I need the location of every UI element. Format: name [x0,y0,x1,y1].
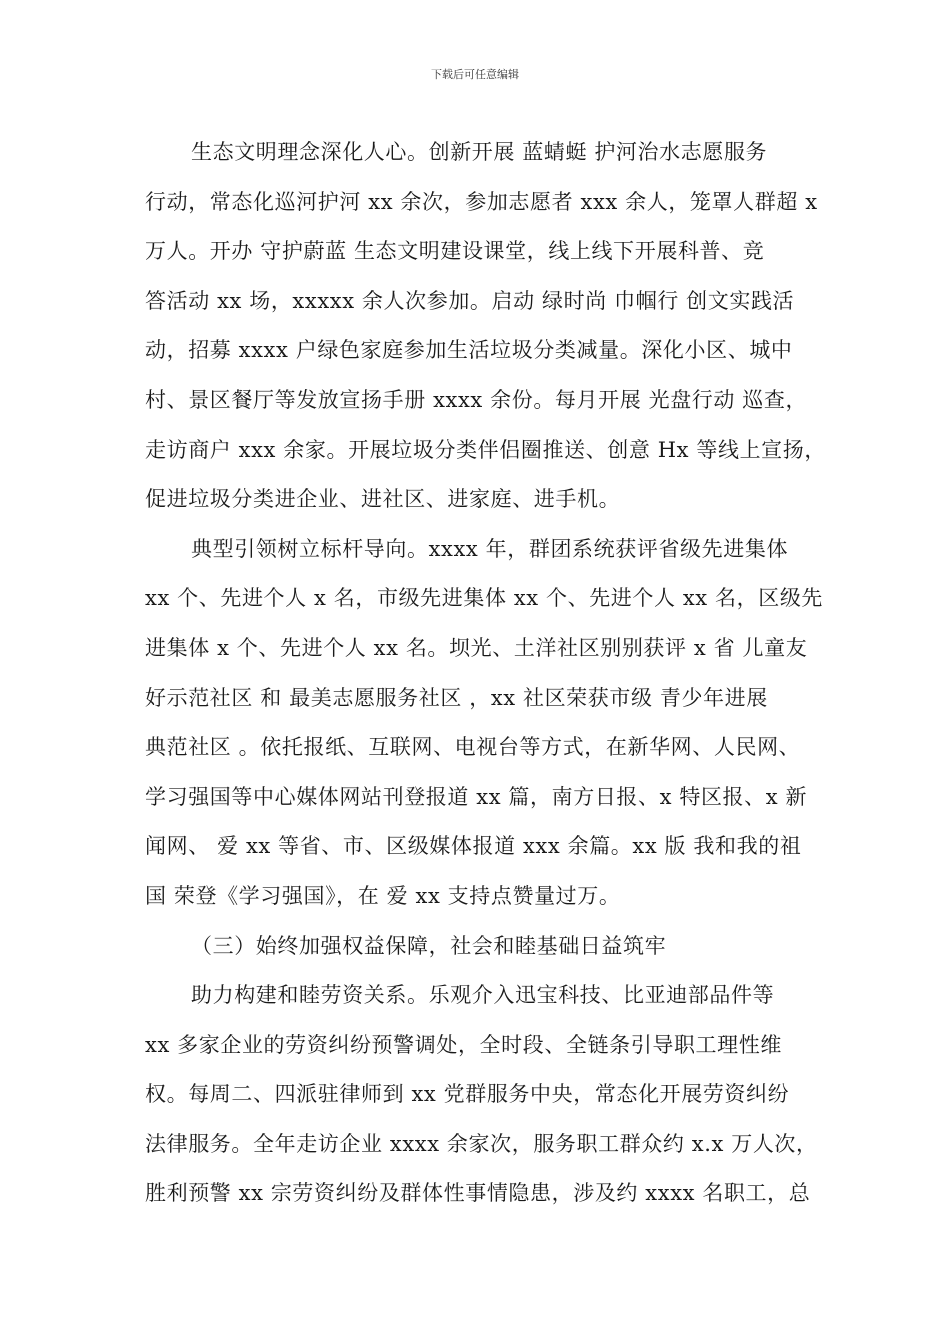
text-line: 学习强国等中心媒体网站刊登报道 xx 篇，南方日报、x 特区报、x 新 [145,784,808,809]
text-line: 动，招募 xxxx 户绿色家庭参加生活垃圾分类减量。深化小区、城中 [145,338,793,363]
text-line: 典型引领树立标杆导向。xxxx 年，群团系统获评省级先进集体 [191,536,789,561]
text-line: 闻网、 爱 xx 等省、市、区级媒体报道 xxx 余篇。xx 版 我和我的祖 [145,834,802,859]
text-line: 助力构建和睦劳资关系。乐观介入迅宝科技、比亚迪部品件等 [191,983,775,1008]
text-line: 促进垃圾分类进企业、进社区、进家庭、进手机。 [145,487,621,512]
text-line: 好示范社区 和 最美志愿服务社区 ，xx 社区荣获市级 青少年进展 [145,685,768,710]
text-line: 村、景区餐厅等发放宣扬手册 xxxx 余份。每月开展 光盘行动 巡查， [145,387,808,412]
header-note: 下载后可任意编辑 [431,68,519,81]
text-line: 典范社区 。依托报纸、互联网、电视台等方式，在新华网、人民网、 [145,735,801,760]
text-line: 答活动 xx 场，xxxxx 余人次参加。启动 绿时尚 巾帼行 创文实践活 [145,288,795,313]
text-line: 万人。开办 守护蔚蓝 生态文明建设课堂，线上线下开展科普、竞 [145,239,765,264]
text-line: 权。每周二、四派驻律师到 xx 党群服务中央，常态化开展劳资纠纷 [145,1082,790,1107]
text-line: 胜利预警 xx 宗劳资纠纷及群体性事情隐患，涉及约 xxxx 名职工，总 [145,1181,811,1206]
text-line: 进集体 x 个、先进个人 xx 名。坝光、土洋社区别别获评 x 省 儿童友 [145,635,808,660]
text-line: 行动，常态化巡河护河 xx 余次，参加志愿者 xxx 余人，笼罩人群超 x [145,189,818,214]
text-line: 国 荣登《学习强国》，在 爱 xx 支持点赞量过万。 [145,883,621,908]
text-line: 走访商户 xxx 余家。开展垃圾分类伴侣圈推送、创意 Hx 等线上宣扬， [145,437,826,462]
text-line: xx 个、先进个人 x 名，市级先进集体 xx 个、先进个人 xx 名，区级先 [145,586,824,611]
text-line: 法律服务。全年走访企业 xxxx 余家次，服务职工群众约 x.x 万人次， [145,1131,818,1156]
text-line: 生态文明理念深化人心。创新开展 蓝蜻蜓 护河治水志愿服务 [191,140,768,164]
text-line: xx 多家企业的劳资纠纷预警调处，全时段、全链条引导职工理性维 [145,1032,782,1057]
body-text [145,128,826,1219]
text-line: （三）始终加强权益保障，社会和睦基础日益筑牢 [191,933,667,958]
